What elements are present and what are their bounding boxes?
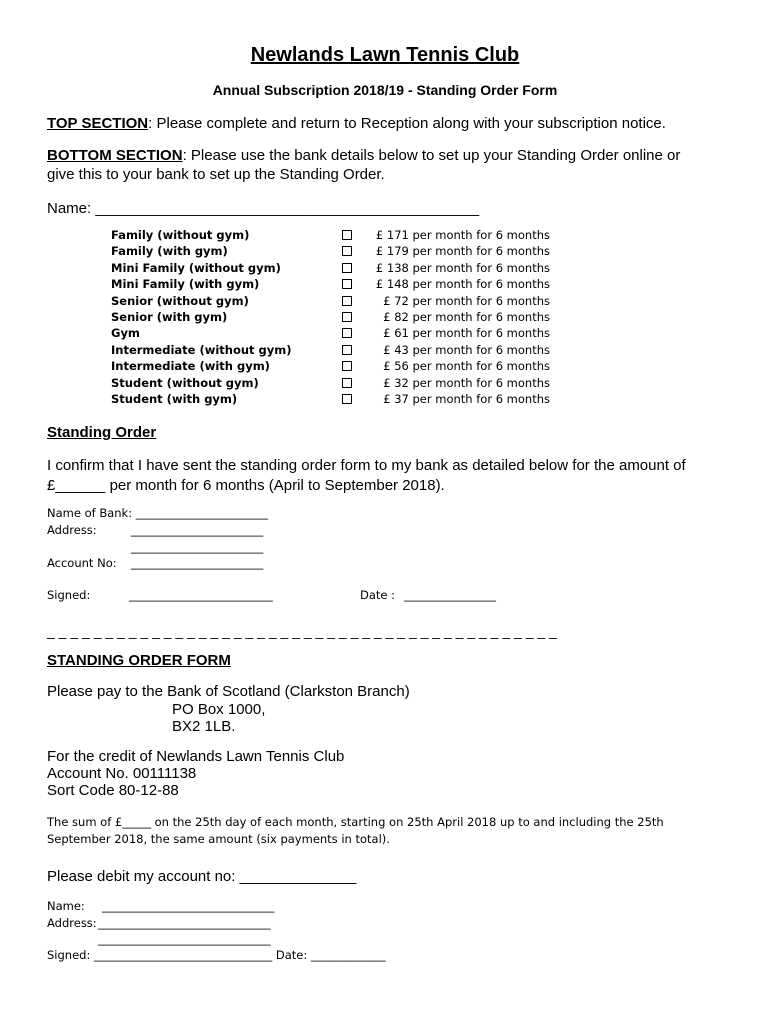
sum-text[interactable]: The sum of £_____ on the 25th day of each month, starting on 25th April 2018 up to and including the 25th [47, 815, 664, 829]
date-field[interactable]: ________________ [404, 588, 496, 602]
cut-line: _ _ _ _ _ _ _ _ _ _ _ _ _ _ _ _ _ _ _ _ _ _ _ _ _ _ _ _ _ _ _ _ _ _ _ _ _ _ _ _ _ _ _ _ [47, 623, 557, 639]
bottom-section-text-cont: give this to your bank to set up the Standing Order. [47, 166, 385, 183]
plan-price: £ 61 per month for 6 months [383, 326, 550, 340]
address-field-1[interactable]: _______________________ [131, 523, 264, 537]
top-section-text: : Please complete and return to Reception along with your subscription notice. [148, 115, 666, 132]
account-label: Account No: [47, 556, 117, 570]
account-field[interactable]: _______________________ [131, 556, 264, 570]
standing-order-heading: Standing Order [47, 424, 157, 441]
credit-text: For the credit of Newlands Lawn Tennis Club [47, 748, 345, 765]
plan-price: £ 37 per month for 6 months [383, 392, 550, 406]
form-name-field[interactable]: ______________________________ [102, 899, 275, 913]
signed-label: Signed: [47, 588, 91, 602]
plan-name: Student (with gym) [111, 392, 238, 406]
plan-name: Gym [111, 326, 140, 340]
plan-name: Student (without gym) [111, 376, 259, 390]
plan-price: £ 171 per month for 6 months [375, 228, 550, 242]
form-address-field-1[interactable]: ______________________________ [98, 916, 271, 930]
plan-checkbox[interactable] [342, 328, 352, 338]
page-subtitle: Annual Subscription 2018/19 - Standing Order Form [212, 82, 558, 98]
sort-code-text: Sort Code 80-12-88 [47, 782, 179, 799]
bank-name-field[interactable]: Name of Bank: _______________________ [47, 506, 268, 520]
standing-order-form-heading: STANDING ORDER FORM [47, 652, 231, 669]
plan-checkbox[interactable] [342, 279, 352, 289]
debit-account-field[interactable]: Please debit my account no: ______________ [47, 868, 357, 885]
postcode-text: BX2 1LB. [172, 718, 236, 735]
plan-checkbox[interactable] [342, 345, 352, 355]
plan-name: Family (with gym) [111, 244, 228, 258]
plan-checkbox[interactable] [342, 230, 352, 240]
plan-price: £ 148 per month for 6 months [375, 277, 550, 291]
plan-price: £ 32 per month for 6 months [383, 376, 550, 390]
plan-checkbox[interactable] [342, 378, 352, 388]
address-label: Address: [47, 523, 97, 537]
form-name-label: Name: [47, 899, 85, 913]
plan-name: Senior (with gym) [111, 310, 228, 324]
bottom-section-label: BOTTOM SECTION [47, 147, 183, 164]
signed-field[interactable]: _________________________ [129, 588, 273, 602]
confirm-text: I confirm that I have sent the standing order form to my bank as detailed below for the amount of [47, 457, 686, 474]
sum-text-cont: September 2018, the same amount (six payments in total). [47, 832, 390, 846]
plan-price: £ 82 per month for 6 months [383, 310, 550, 324]
plan-name: Intermediate (without gym) [111, 343, 292, 357]
plan-name: Mini Family (with gym) [111, 277, 260, 291]
plan-checkbox[interactable] [342, 263, 352, 273]
form-address-field-2[interactable]: ______________________________ [98, 932, 271, 946]
pay-to-text: Please pay to the Bank of Scotland (Clarkston Branch) [47, 683, 410, 700]
plan-checkbox[interactable] [342, 296, 352, 306]
po-box-text: PO Box 1000, [172, 701, 266, 718]
account-number-text: Account No. 00111138 [47, 765, 197, 782]
plan-checkbox[interactable] [342, 394, 352, 404]
top-section-label: TOP SECTION [47, 115, 149, 132]
plan-price: £ 56 per month for 6 months [383, 359, 550, 373]
plan-name: Mini Family (without gym) [111, 261, 281, 275]
plan-price: £ 43 per month for 6 months [383, 343, 550, 357]
address-field-2[interactable]: _______________________ [131, 540, 264, 554]
top-section-note [47, 114, 666, 133]
plan-checkbox[interactable] [342, 246, 352, 256]
bottom-section-text: : Please use the bank details below to set up your Standing Order online or [182, 147, 681, 164]
plan-checkbox[interactable] [342, 312, 352, 322]
bottom-section-note [47, 146, 680, 165]
name-field[interactable]: Name: ______________________________________________ [47, 200, 480, 217]
plan-price: £ 138 per month for 6 months [375, 261, 550, 275]
plan-price: £ 179 per month for 6 months [375, 244, 550, 258]
plan-name: Family (without gym) [111, 228, 250, 242]
form-signed-date-field[interactable]: Signed: _______________________________ Date: _____________ [47, 948, 386, 962]
form-address-label: Address: [47, 916, 97, 930]
page-title: Newlands Lawn Tennis Club [250, 44, 520, 66]
plan-price: £ 72 per month for 6 months [383, 294, 550, 308]
date-label: Date : [360, 588, 396, 602]
plan-name: Senior (without gym) [111, 294, 249, 308]
plan-checkbox[interactable] [342, 361, 352, 371]
plan-name: Intermediate (with gym) [111, 359, 270, 373]
confirm-amount-field[interactable]: £______ per month for 6 months (April to September 2018). [47, 477, 445, 494]
